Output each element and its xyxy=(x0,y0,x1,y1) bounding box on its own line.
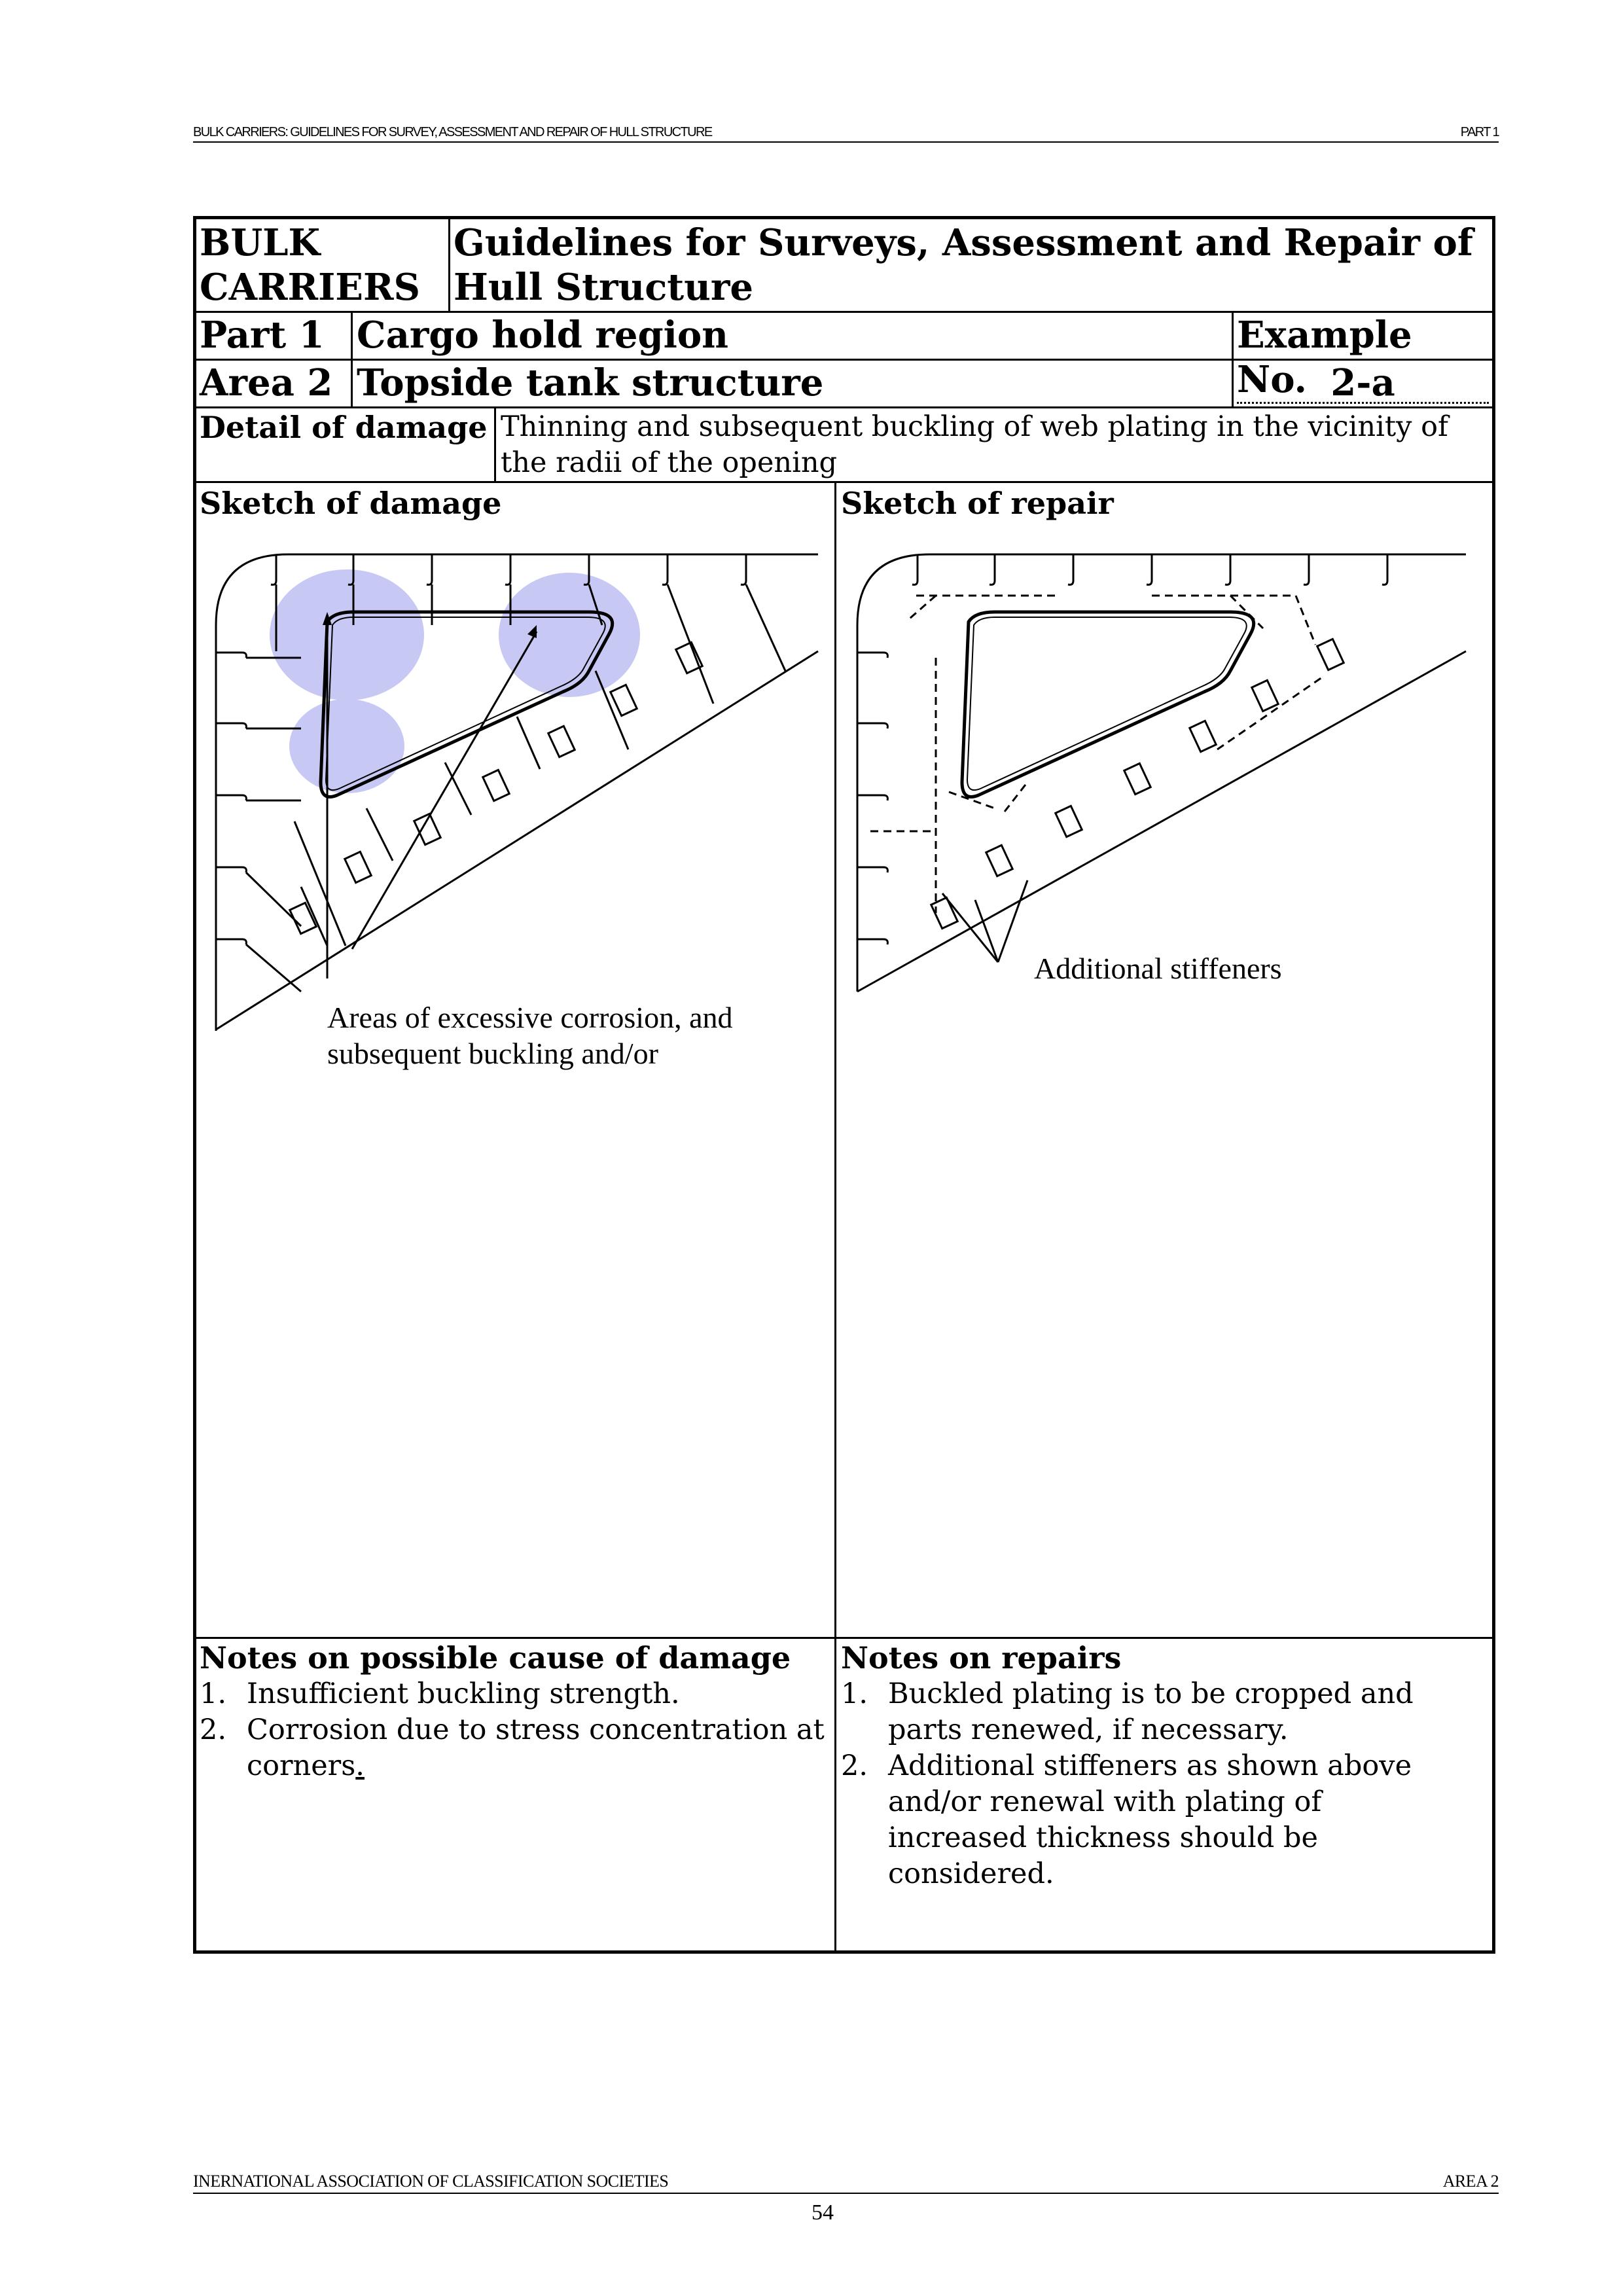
category-title xyxy=(200,221,445,310)
running-header-title: BULK CARRIERS: GUIDELINES FOR SURVEY, ASSESSMENT AND REPAIR OF HULL STRUCTURE xyxy=(193,125,712,139)
list-text: Corrosion due to stress concentration at corners xyxy=(247,1713,825,1782)
corrosion-zone xyxy=(499,573,640,697)
area-label: Area 2 xyxy=(200,361,333,404)
running-header-part: PART 1 xyxy=(1460,125,1499,139)
notes-cause-heading: Notes on possible cause of damage xyxy=(200,1640,791,1676)
footer-area: AREA 2 xyxy=(1442,2172,1499,2191)
part-name: Cargo hold region xyxy=(357,314,728,357)
web-opening xyxy=(962,612,1254,797)
damage-sketch xyxy=(196,520,834,1070)
list-number: 2. xyxy=(200,1713,227,1746)
notes-repair-heading: Notes on repairs xyxy=(841,1640,1122,1676)
running-header xyxy=(193,123,1499,143)
detail-text: Thinning and subsequent buckling of web plating in the vicinity of the radii of the opening xyxy=(501,410,1448,479)
damage-caption-line1: Areas of excessive corrosion, and xyxy=(327,1001,733,1034)
list-text-trail: . xyxy=(355,1749,365,1782)
repair-caption: Additional stiffeners xyxy=(1034,952,1282,985)
col-divider xyxy=(448,219,450,313)
category-text: BULK CARRIERS xyxy=(200,221,420,309)
list-item xyxy=(200,1676,828,1712)
notes-repair-list xyxy=(841,1676,1430,1892)
page-number: 54 xyxy=(812,2200,834,2225)
repair-sketch xyxy=(838,520,1489,992)
list-item xyxy=(200,1712,828,1784)
sloping-plate xyxy=(216,651,818,1030)
example-number: 2-a xyxy=(1330,361,1395,404)
list-number: 1. xyxy=(841,1677,868,1710)
list-item xyxy=(841,1676,1430,1748)
additional-stiffeners xyxy=(870,596,1322,913)
row-divider xyxy=(196,481,1492,483)
damage-caption-line2: subsequent buckling and/or xyxy=(327,1037,658,1070)
list-text: Additional stiffeners as shown above and/or renewal with plating of increased thickness should be considered. xyxy=(888,1749,1412,1890)
footer-society: INERNATIONAL ASSOCIATION OF CLASSIFICATION SOCIETIES xyxy=(193,2172,669,2191)
corrosion-zone xyxy=(270,569,424,700)
list-item xyxy=(841,1748,1430,1892)
col-divider xyxy=(834,481,836,1954)
example-label: Example No. xyxy=(1237,313,1489,404)
list-number: 1. xyxy=(200,1677,227,1710)
list-number: 2. xyxy=(841,1749,868,1782)
sketch-damage-heading: Sketch of damage xyxy=(200,486,502,521)
row-divider xyxy=(196,406,1492,408)
col-divider xyxy=(494,406,496,483)
part-label: Part 1 xyxy=(200,314,325,357)
col-divider xyxy=(351,311,353,408)
sloping-plate xyxy=(857,651,1466,992)
notes-cause-list xyxy=(200,1676,828,1784)
sketch-repair-heading: Sketch of repair xyxy=(841,486,1114,521)
corrosion-zone xyxy=(289,699,404,793)
example-sheet xyxy=(193,216,1495,1954)
list-text: Buckled plating is to be cropped and parts renewed, if necessary. xyxy=(888,1677,1414,1746)
guideline-title xyxy=(454,221,1488,310)
area-name: Topside tank structure xyxy=(357,361,824,404)
list-text: Insufficient buckling strength. xyxy=(247,1677,680,1710)
running-footer xyxy=(193,2173,1499,2194)
detail-label: Detail of damage xyxy=(200,410,488,445)
guideline-title-text: Guidelines for Surveys, Assessment and Repair of Hull Structure xyxy=(454,221,1473,309)
row-divider xyxy=(196,1637,1492,1639)
